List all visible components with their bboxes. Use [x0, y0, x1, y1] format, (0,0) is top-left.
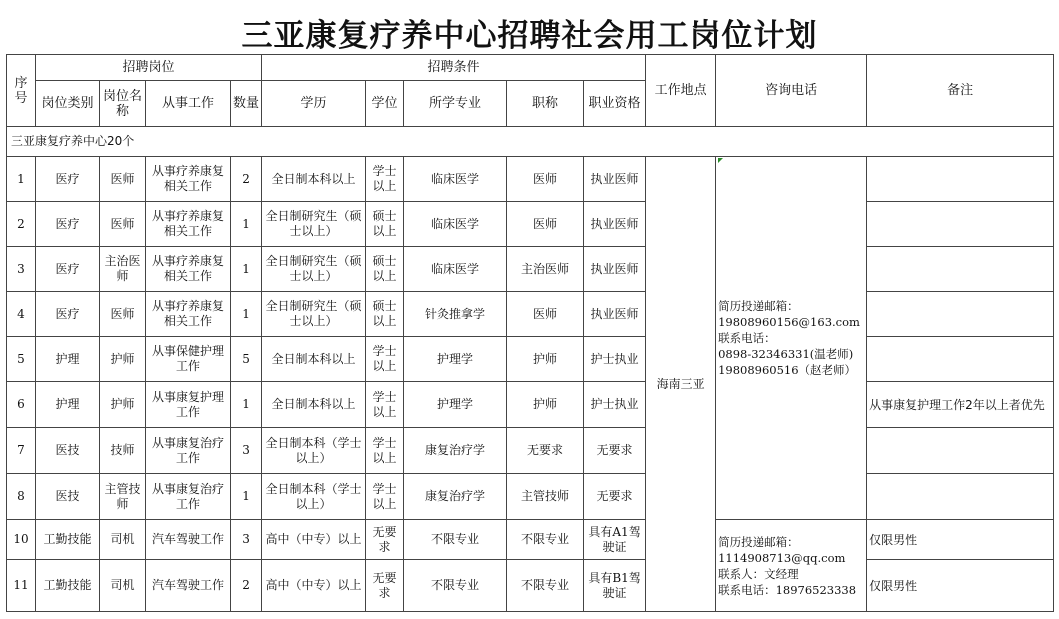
contact-medical-phone: 19808960516（赵老师） — [718, 363, 857, 377]
cell-note: 仅限男性 — [867, 560, 1054, 612]
cell-type: 护理 — [36, 337, 100, 382]
cell-note — [867, 428, 1054, 474]
cell-note — [867, 157, 1054, 202]
contact-driver — [716, 520, 867, 612]
cell-work: 从事康复治疗工作 — [146, 474, 231, 520]
cell-seq: 1 — [7, 157, 36, 202]
table-row — [7, 474, 1054, 520]
cell-major: 护理学 — [404, 337, 507, 382]
cell-location: 海南三亚 — [646, 157, 716, 612]
header-degree: 学位 — [366, 81, 404, 127]
cell-major: 临床医学 — [404, 202, 507, 247]
cell-qualification: 具有A1驾驶证 — [584, 520, 646, 560]
cell-note — [867, 247, 1054, 292]
cell-rank: 医师 — [507, 202, 584, 247]
contact-driver-person: 联系人：文经理 — [718, 566, 799, 581]
cell-work: 从事疗养康复相关工作 — [146, 157, 231, 202]
cell-qualification: 护士执业 — [584, 382, 646, 428]
cell-qualification: 具有B1驾驶证 — [584, 560, 646, 612]
page-title: 三亚康复疗养中心招聘社会用工岗位计划 — [241, 18, 818, 54]
cell-education: 全日制本科以上 — [262, 382, 366, 428]
header-position-name: 岗位名称 — [100, 81, 146, 127]
cell-major: 临床医学 — [404, 157, 507, 202]
contact-medical — [716, 157, 867, 520]
cell-rank: 护师 — [507, 337, 584, 382]
cell-type: 医技 — [36, 474, 100, 520]
cell-qualification: 执业医师 — [584, 292, 646, 337]
cell-qualification: 执业医师 — [584, 157, 646, 202]
cell-seq: 3 — [7, 247, 36, 292]
header-count: 数量 — [231, 81, 262, 127]
contact-driver-line: 简历投递邮箱： — [718, 534, 799, 549]
cell-name: 主管技师 — [100, 474, 146, 520]
cell-type: 医技 — [36, 428, 100, 474]
cell-work: 从事康复护理工作 — [146, 382, 231, 428]
cell-major: 不限专业 — [404, 520, 507, 560]
cell-count: 1 — [231, 202, 262, 247]
cell-work: 从事疗养康复相关工作 — [146, 202, 231, 247]
cell-rank: 主管技师 — [507, 474, 584, 520]
cell-qualification: 执业医师 — [584, 247, 646, 292]
cell-degree: 硕士以上 — [366, 247, 404, 292]
header-position-group: 招聘岗位 — [36, 55, 262, 81]
cell-name: 主治医师 — [100, 247, 146, 292]
cell-rank: 无要求 — [507, 428, 584, 474]
cell-name: 司机 — [100, 560, 146, 612]
cell-major: 临床医学 — [404, 247, 507, 292]
cell-seq: 4 — [7, 292, 36, 337]
table-row — [7, 337, 1054, 382]
cell-type: 医疗 — [36, 292, 100, 337]
header-education: 学历 — [262, 81, 366, 127]
cell-note — [867, 474, 1054, 520]
cell-education: 全日制研究生（硕士以上） — [262, 247, 366, 292]
contact-medical-phone: 0898-32346331(温老师) — [718, 347, 854, 361]
cell-type: 工勤技能 — [36, 560, 100, 612]
cell-education: 全日制研究生（硕士以上） — [262, 202, 366, 247]
header-seq: 序号 — [7, 55, 36, 127]
contact-medical-line: 联系电话： — [718, 331, 776, 345]
cell-work: 汽车驾驶工作 — [146, 520, 231, 560]
cell-rank: 主治医师 — [507, 247, 584, 292]
cell-major: 针灸推拿学 — [404, 292, 507, 337]
cell-name: 医师 — [100, 202, 146, 247]
cell-work: 汽车驾驶工作 — [146, 560, 231, 612]
cell-education: 高中（中专）以上 — [262, 560, 366, 612]
cell-name: 技师 — [100, 428, 146, 474]
cell-note: 从事康复护理工作2年以上者优先 — [867, 382, 1054, 428]
unit-row — [7, 127, 1054, 157]
cell-education: 全日制本科以上 — [262, 157, 366, 202]
cell-work: 从事疗养康复相关工作 — [146, 247, 231, 292]
cell-name: 医师 — [100, 292, 146, 337]
header-phone: 咨询电话 — [716, 55, 867, 127]
contact-driver-email: 1114908713@qq.com — [718, 550, 846, 565]
cell-major: 护理学 — [404, 382, 507, 428]
cell-degree: 硕士以上 — [366, 202, 404, 247]
cell-qualification: 执业医师 — [584, 202, 646, 247]
cell-type: 医疗 — [36, 247, 100, 292]
cell-education: 高中（中专）以上 — [262, 520, 366, 560]
cell-name: 护师 — [100, 337, 146, 382]
table-body — [7, 55, 1054, 612]
cell-name: 医师 — [100, 157, 146, 202]
cell-major: 康复治疗学 — [404, 474, 507, 520]
cell-education: 全日制本科（学士以上） — [262, 428, 366, 474]
cell-note: 仅限男性 — [867, 520, 1054, 560]
header-position-type: 岗位类别 — [36, 81, 100, 127]
header-conditions-group: 招聘条件 — [262, 55, 646, 81]
table-row — [7, 560, 1054, 612]
cell-count: 5 — [231, 337, 262, 382]
cell-note — [867, 292, 1054, 337]
header-title-rank: 职称 — [507, 81, 584, 127]
cell-major: 不限专业 — [404, 560, 507, 612]
cell-count: 1 — [231, 382, 262, 428]
header-work: 从事工作 — [146, 81, 231, 127]
cell-rank: 不限专业 — [507, 560, 584, 612]
cell-rank: 医师 — [507, 292, 584, 337]
cell-degree: 学士以上 — [366, 337, 404, 382]
header-remarks: 备注 — [867, 55, 1054, 127]
cell-degree: 无要求 — [366, 560, 404, 612]
cell-count: 2 — [231, 560, 262, 612]
cell-qualification: 无要求 — [584, 428, 646, 474]
cell-education: 全日制本科以上 — [262, 337, 366, 382]
table-row — [7, 157, 1054, 202]
cell-rank: 护师 — [507, 382, 584, 428]
header-location: 工作地点 — [646, 55, 716, 127]
comment-marker-icon — [718, 158, 723, 163]
cell-seq: 11 — [7, 560, 36, 612]
cell-note — [867, 337, 1054, 382]
cell-count: 1 — [231, 247, 262, 292]
cell-degree: 硕士以上 — [366, 292, 404, 337]
cell-rank: 医师 — [507, 157, 584, 202]
table-row — [7, 382, 1054, 428]
cell-count: 1 — [231, 474, 262, 520]
cell-qualification: 无要求 — [584, 474, 646, 520]
cell-rank: 不限专业 — [507, 520, 584, 560]
contact-driver-phone: 联系电话：18976523338 — [718, 582, 857, 597]
unit-name: 三亚康复疗养中心20个 — [7, 127, 1054, 157]
cell-seq: 5 — [7, 337, 36, 382]
cell-education: 全日制本科（学士以上） — [262, 474, 366, 520]
table-row — [7, 292, 1054, 337]
cell-qualification: 护士执业 — [584, 337, 646, 382]
contact-medical-line: 简历投递邮箱： — [718, 299, 799, 313]
cell-degree: 学士以上 — [366, 428, 404, 474]
table-row — [7, 428, 1054, 474]
cell-seq: 10 — [7, 520, 36, 560]
cell-seq: 8 — [7, 474, 36, 520]
cell-count: 2 — [231, 157, 262, 202]
header-major: 所学专业 — [404, 81, 507, 127]
cell-note — [867, 202, 1054, 247]
header-qualification: 职业资格 — [584, 81, 646, 127]
cell-seq: 7 — [7, 428, 36, 474]
cell-type: 医疗 — [36, 157, 100, 202]
table-row — [7, 202, 1054, 247]
cell-count: 1 — [231, 292, 262, 337]
cell-degree: 学士以上 — [366, 474, 404, 520]
cell-seq: 2 — [7, 202, 36, 247]
table-row — [7, 520, 1054, 560]
contact-medical-email: 19808960156@163.com — [718, 315, 860, 329]
cell-type: 护理 — [36, 382, 100, 428]
cell-work: 从事保健护理工作 — [146, 337, 231, 382]
cell-name: 护师 — [100, 382, 146, 428]
cell-degree: 学士以上 — [366, 382, 404, 428]
table-row — [7, 247, 1054, 292]
cell-degree: 无要求 — [366, 520, 404, 560]
cell-work: 从事康复治疗工作 — [146, 428, 231, 474]
cell-seq: 6 — [7, 382, 36, 428]
cell-degree: 学士以上 — [366, 157, 404, 202]
cell-major: 康复治疗学 — [404, 428, 507, 474]
cell-type: 医疗 — [36, 202, 100, 247]
recruitment-table — [6, 54, 1054, 612]
cell-name: 司机 — [100, 520, 146, 560]
cell-type: 工勤技能 — [36, 520, 100, 560]
cell-count: 3 — [231, 520, 262, 560]
cell-education: 全日制研究生（硕士以上） — [262, 292, 366, 337]
header-row-1 — [7, 55, 1054, 81]
cell-work: 从事疗养康复相关工作 — [146, 292, 231, 337]
cell-count: 3 — [231, 428, 262, 474]
